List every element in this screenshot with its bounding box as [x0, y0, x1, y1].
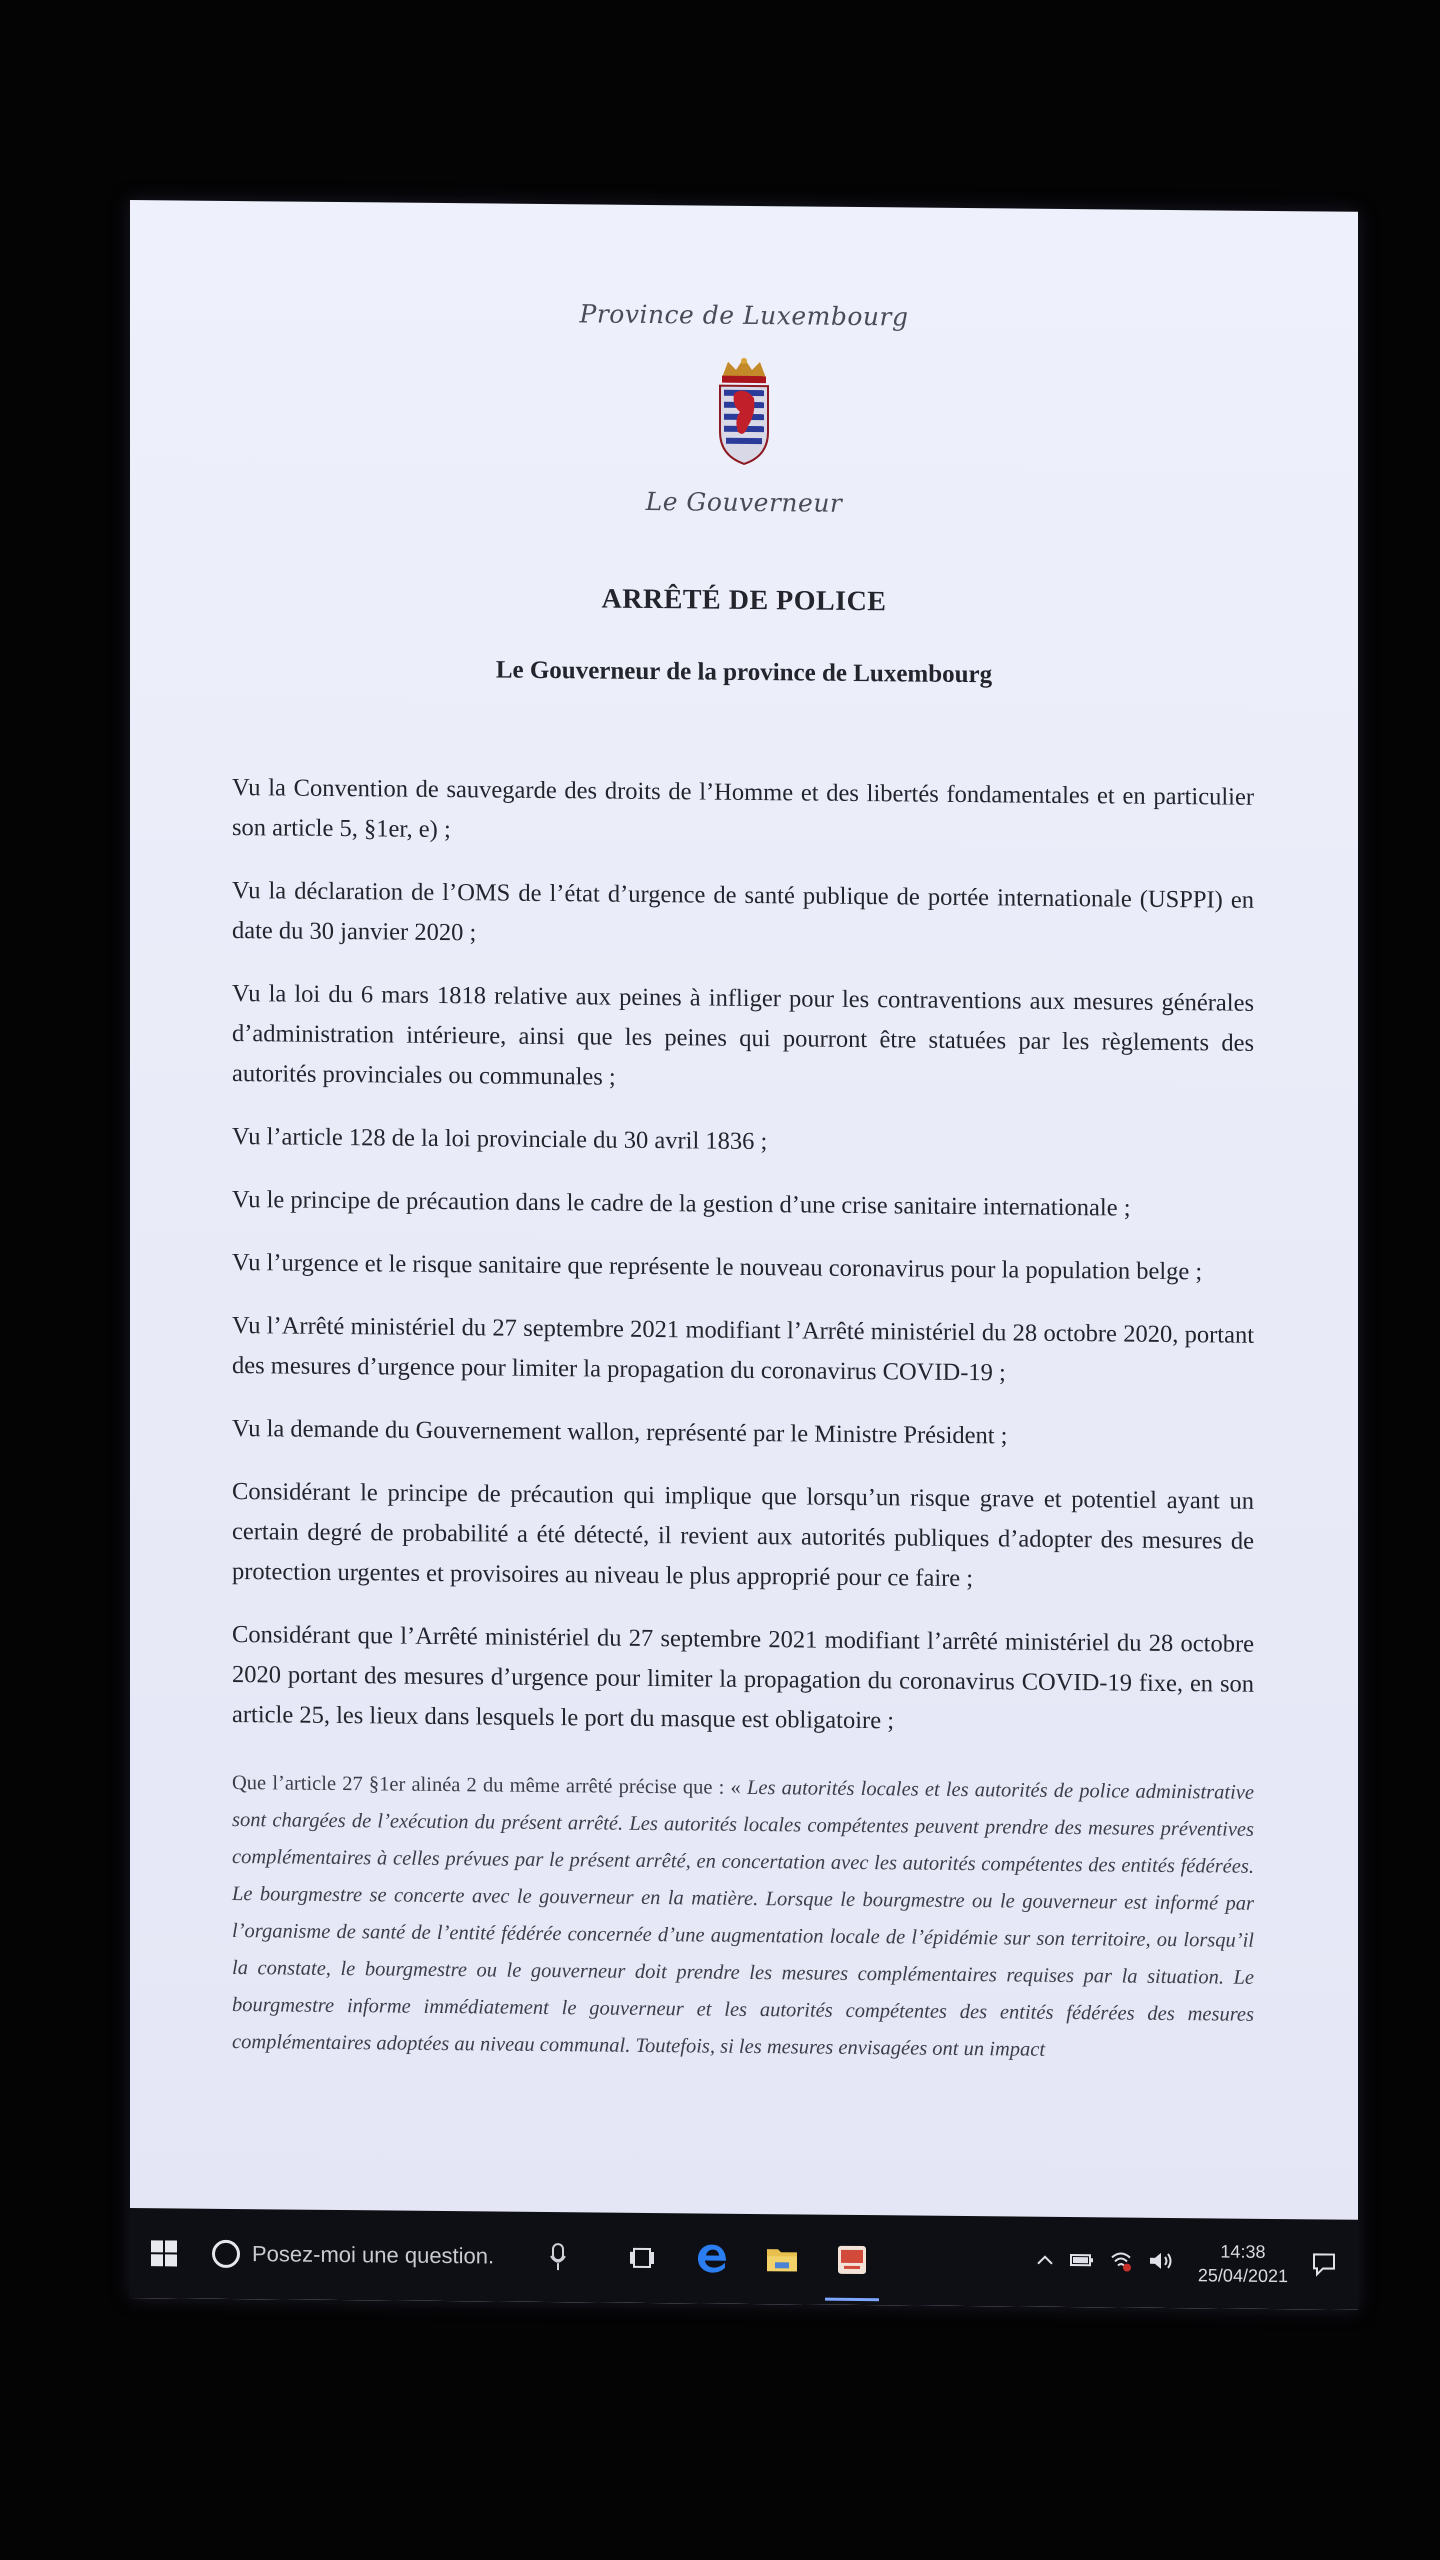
paragraph: Vu la Convention de sauvegarde des droits de l’Homme et des libertés fondamentales et en particulier son article 5, §1er, e) ;	[232, 773, 1254, 844]
edge-button[interactable]	[677, 2213, 747, 2304]
quoted-article-paragraph	[232, 1765, 1254, 2071]
notification-icon[interactable]	[1304, 2251, 1344, 2277]
paragraph: Vu l’urgence et le risque sanitaire que représente le nouveau coronavirus pour la population belge ;	[232, 1248, 1203, 1286]
paragraph: Vu le principe de précaution dans le cadre de la gestion d’une crise sanitaire internationale ;	[232, 1185, 1131, 1222]
taskbar	[130, 2208, 1358, 2310]
paragraph: Vu la demande du Gouvernement wallon, représenté par le Ministre Président ;	[232, 1414, 1008, 1450]
edge-icon	[695, 2241, 729, 2275]
start-button[interactable]	[130, 2208, 198, 2299]
letterhead	[130, 200, 1358, 523]
pdf-viewer-icon	[836, 2244, 868, 2276]
system-clock[interactable]	[1198, 2239, 1288, 2288]
cortana-search-box[interactable]	[198, 2209, 607, 2303]
paragraph: Vu la déclaration de l’OMS de l’état d’urgence de santé publique de portée internationale (USPPI) en date du 30 janvier 2020 ;	[232, 876, 1254, 947]
document-subtitle: Le Gouverneur de la province de Luxembourg	[495, 656, 993, 689]
network-icon[interactable]	[1110, 2249, 1132, 2276]
chevron-up-icon[interactable]	[1036, 2253, 1054, 2271]
document-page	[130, 200, 1358, 2220]
quoted-article-lead: Que l’article 27 §1er alinéa 2 du même arrêté précise que : «	[232, 1771, 747, 1799]
task-view-button[interactable]	[607, 2213, 677, 2304]
quoted-article-text: Les autorités locales et les autorités de police administrative sont chargées de l’exécution du présent arrêté. Les autorités locales compétentes peuvent prendre des mesures préventives complémentaires à celles prévues par le présent arrêté, en concertation avec les autorités compétentes des entités fédérées. Le bourgmestre se concerte avec le gouverneur en la matière. Lorsque le bourgmestre ou le gouverneur est informé par l’organisme de santé de l’entité fédérée concernée d’une augmentation locale de l’épidémie sur son territoire, ou lorsqu’il la constate, le bourgmestre ou le gouverneur doit prendre les mesures complémentaires requises par la situation. Le bourgmestre informe immédiatement le gouverneur et les autorités compétentes des entités fédérées des mesures complémentaires adoptées au niveau communal. Toutefois, si les mesures envisagées ont un impact	[232, 1776, 1254, 2061]
paragraph: Vu l’Arrêté ministériel du 27 septembre 2021 modifiant l’Arrêté ministériel du 28 octobre 2020, portant des mesures d’urgence pour limiter la propagation du coronavirus COVID-19 ;	[232, 1311, 1254, 1387]
paragraph: Considérant le principe de précaution qui implique que lorsqu’un risque grave et potentiel ayant un certain degré de probabilité a été détecté, il revient aux autorités publiques d’adopter des mesures de protection urgentes et provisoires au niveau le plus approprié pour ce faire ;	[232, 1477, 1254, 1593]
clock-date: 25/04/2021	[1197, 2265, 1288, 2287]
microphone-icon[interactable]	[534, 2243, 582, 2271]
letterhead-governor: Le Gouverneur	[645, 486, 843, 518]
paragraph: Considérant que l’Arrêté ministériel du 27 septembre 2021 modifiant l’arrêté ministériel du 28 octobre 2020 portant des mesures d’urgence pour limiter la propagation du coronavirus COVID-19 fixe, en son article 25, les lieux dans lesquels le port du masque est obligatoire ;	[232, 1620, 1254, 1735]
file-explorer-icon	[766, 2245, 798, 2273]
monitor-screen	[130, 200, 1358, 2310]
letterhead-province: Province de Luxembourg	[579, 299, 909, 332]
document-title: ARRÊTÉ DE POLICE	[601, 583, 887, 618]
pdf-viewer-button[interactable]	[817, 2215, 887, 2306]
document-body	[130, 767, 1358, 2072]
task-view-icon	[629, 2246, 655, 2270]
windows-start-icon	[151, 2240, 177, 2266]
clock-time: 14:38	[1220, 2241, 1266, 2262]
battery-icon[interactable]	[1070, 2253, 1094, 2272]
file-explorer-button[interactable]	[747, 2214, 817, 2305]
system-tray	[1036, 2238, 1358, 2289]
cortana-icon	[212, 2240, 240, 2268]
coat-of-arms-icon	[712, 356, 776, 467]
volume-icon[interactable]	[1148, 2249, 1174, 2276]
paragraph: Vu l’article 128 de la loi provinciale du 30 avril 1836 ;	[232, 1122, 768, 1156]
paragraph: Vu la loi du 6 mars 1818 relative aux peines à infliger pour les contraventions aux mesures générales d’administration intérieure, ainsi que les peines qui pourront être statuées par les règlements des autorités provinciales ou communales ;	[232, 979, 1254, 1091]
search-placeholder: Posez-moi une question.	[252, 2241, 495, 2269]
